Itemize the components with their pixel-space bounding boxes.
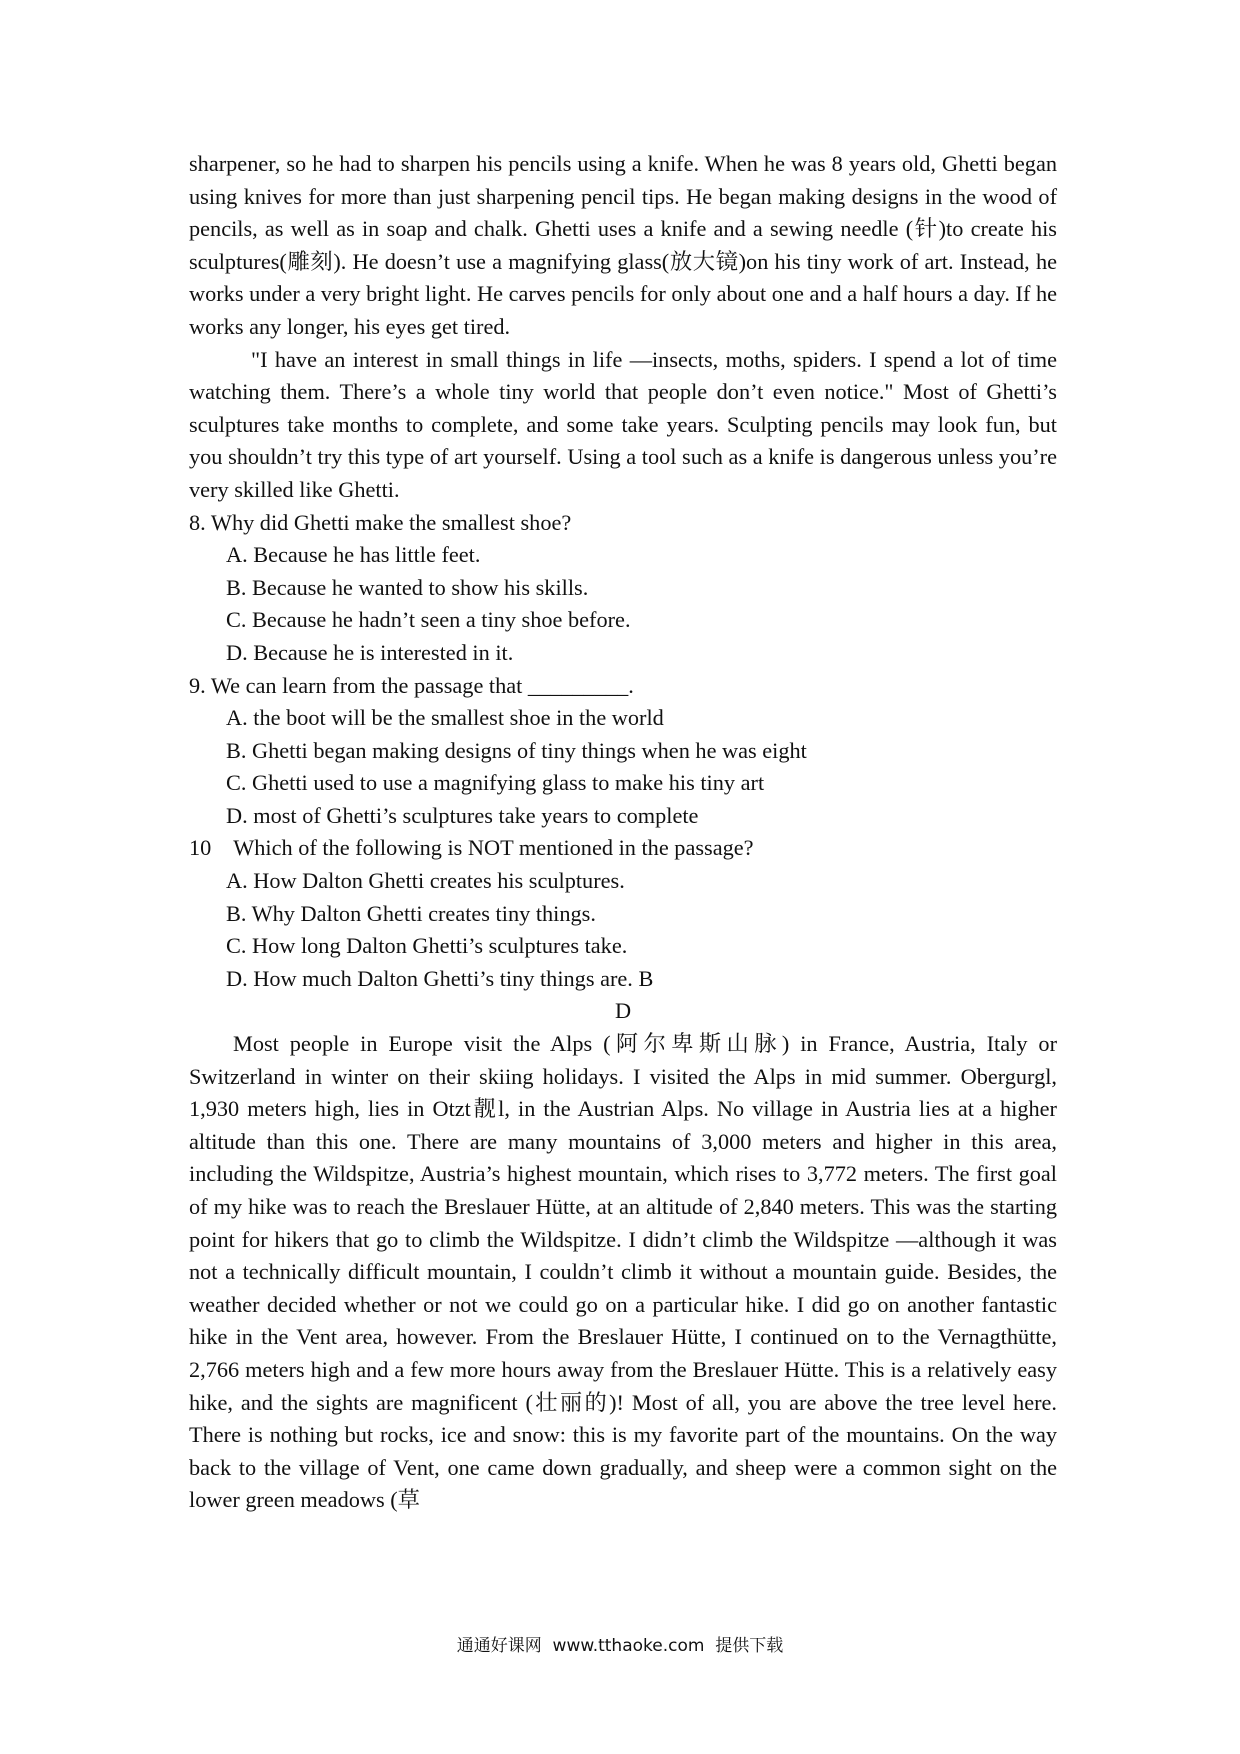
option-b: B. Why Dalton Ghetti creates tiny things. <box>226 900 596 926</box>
question-stem: 10 Which of the following is NOT mentioned in the passage? <box>189 835 754 861</box>
question-9 <box>189 670 1057 833</box>
question-10 <box>189 832 1057 995</box>
passage-c-paragraph-2: "I have an interest in small things in life —insects, moths, spiders. I spend a lot of time watching them. There’s a whole tiny world that people don’t even notice." Most of Ghetti’s sculptures take months to complete, and some take years. Sculpting pencils may look fun, but you shouldn’t try this type of art yourself. Using a tool such as a knife is dangerous unless you’re very skilled like Ghetti. <box>189 346 1057 502</box>
section-d-heading: D <box>614 998 632 1024</box>
option-a: A. How Dalton Ghetti creates his sculptures. <box>226 868 625 894</box>
page-footer: 通通好课网 www.tthaoke.com 提供下载 <box>456 1636 784 1656</box>
option-a: A. the boot will be the smallest shoe in the world <box>226 705 664 731</box>
question-stem: 8. Why did Ghetti make the smallest shoe? <box>189 509 572 535</box>
passage-c-paragraph-1: sharpener, so he had to sharpen his pencils using a knife. When he was 8 years old, Ghetti began using knives for more than just sharpening pencil tips. He began making designs in the wood of pencils, as well as in soap and chalk. Ghetti uses a knife and a sewing needle (针)to create his sculptures(雕刻). He doesn’t use a magnifying glass(放大镜)on his tiny work of art. Instead, he works under a very bright light. He carves pencils for only about one and a half hours a day. If he works any longer, his eyes get tired. <box>189 151 1057 339</box>
option-c: C. Ghetti used to use a magnifying glass to make his tiny art <box>226 770 765 796</box>
question-stem: 9. We can learn from the passage that _________. <box>189 672 634 698</box>
option-d: D. How much Dalton Ghetti’s tiny things are. B <box>226 965 654 991</box>
option-d: D. most of Ghetti’s sculptures take years to complete <box>226 802 699 828</box>
section-d-paragraph-1: Most people in Europe visit the Alps (阿尔卑斯山脉) in France, Austria, Italy or Switzerland in winter on their skiing holidays. I visited the Alps in mid summer. Obergurgl, 1,930 meters high, lies in Otzt靓l, in the Austrian Alps. No village in Austria lies at a higher altitude than this one. There are many mountains of 3,000 meters and higher in this area, including the Wildspitze, Austria’s highest mountain, which rises to 3,772 meters. The first goal of my hike was to reach the Breslauer Hütte, at an altitude of 2,840 meters. This was the starting point for hikers that go to climb the Wildspitze. I didn’t climb the Wildspitze —although it was not a technically difficult mountain, I couldn’t climb it without a mountain guide. Besides, the weather decided whether or not we could go on a particular hike. I did go on another fantastic hike in the Vent area, however. From the Breslauer Hütte, I continued on to the Vernagthütte, 2,766 meters high and a few more hours away from the Breslauer Hütte. This is a relatively easy hike, and the sights are magnificent (壮丽的)! Most of all, you are above the tree level here. There is nothing but rocks, ice and snow: this is my favorite part of the mountains. On the way back to the village of Vent, one came down gradually, and sheep were a common sight on the lower green meadows (草 <box>189 1031 1057 1513</box>
option-a: A. Because he has little feet. <box>226 542 481 568</box>
option-c: C. How long Dalton Ghetti’s sculptures take. <box>226 933 628 959</box>
question-8 <box>189 507 1057 670</box>
option-d: D. Because he is interested in it. <box>226 639 514 665</box>
option-b: B. Because he wanted to show his skills. <box>226 574 589 600</box>
page-content <box>189 148 1057 1517</box>
option-b: B. Ghetti began making designs of tiny things when he was eight <box>226 737 807 763</box>
option-c: C. Because he hadn’t seen a tiny shoe before. <box>226 607 631 633</box>
